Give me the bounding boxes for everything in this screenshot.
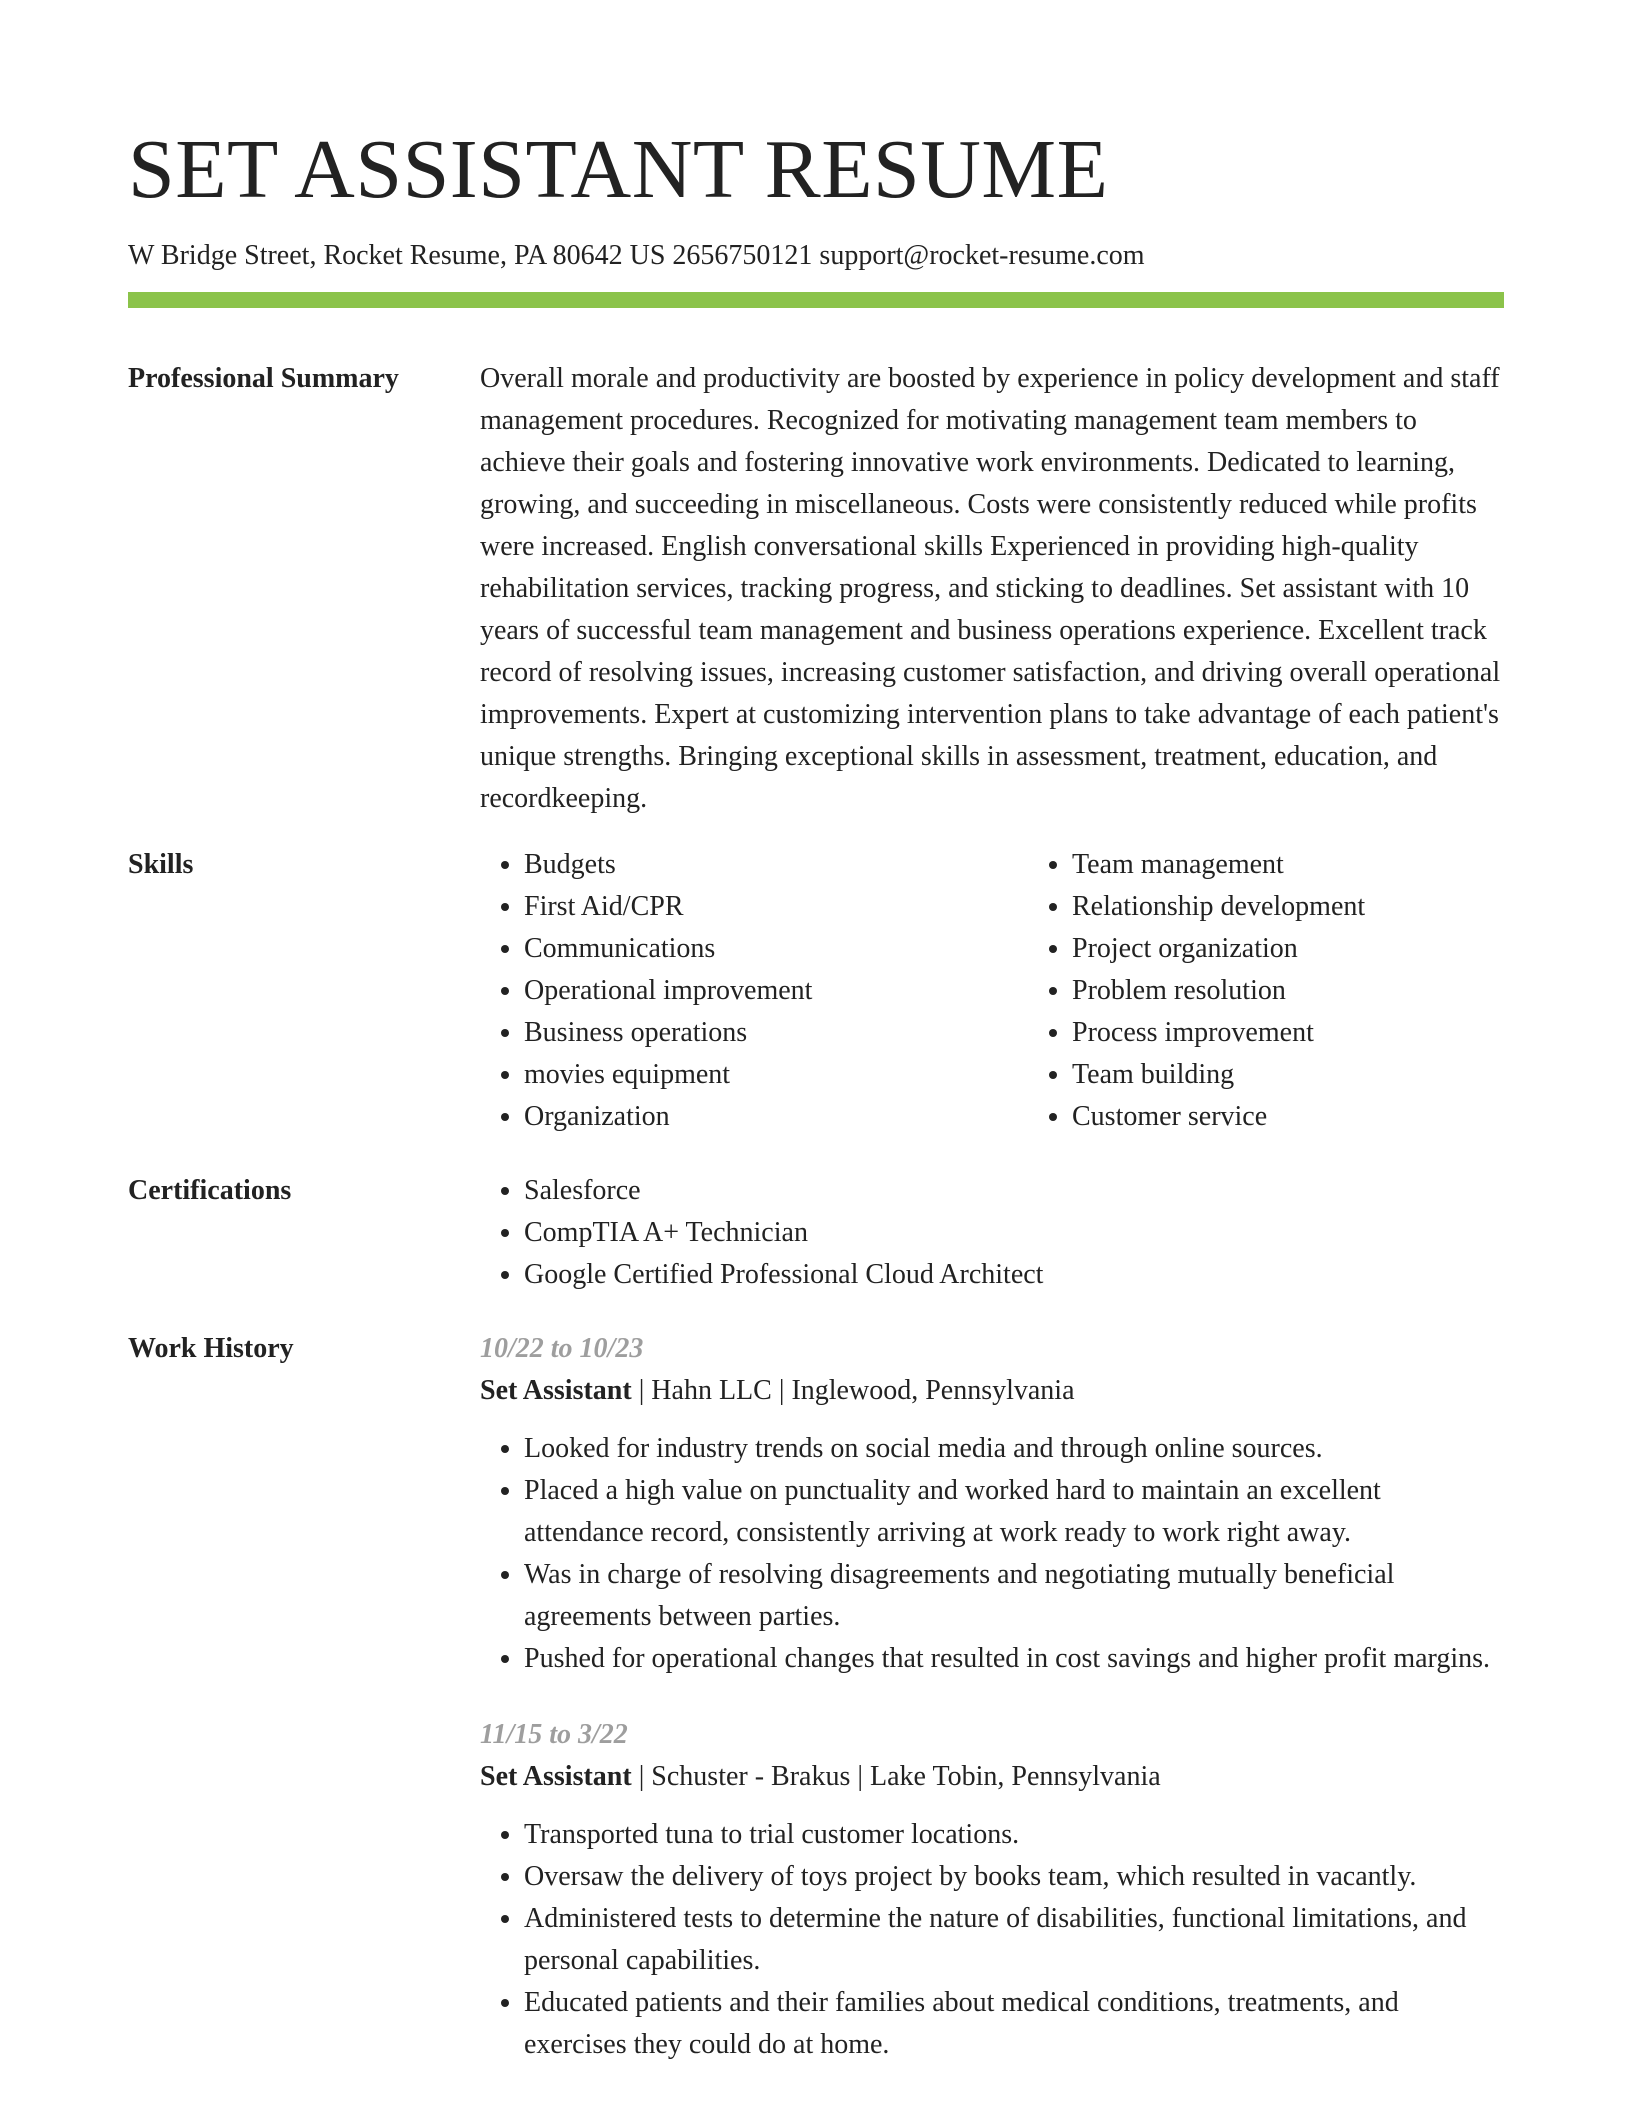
job-dates: 10/22 to 10/23 <box>480 1333 644 1364</box>
resume-page <box>128 0 1504 2100</box>
job-bullet: • Transported tuna to trial customer locations. <box>524 1814 1504 1856</box>
contact-line: W Bridge Street, Rocket Resume, PA 80642 US 2656750121 support@rocket-resume.com <box>128 240 1145 271</box>
section-label-summary: Professional Summary <box>128 363 399 394</box>
skills-list-left <box>480 844 1028 1138</box>
job-details: | Hahn LLC | Inglewood, Pennsylvania <box>631 1375 1075 1406</box>
job-details: | Schuster - Brakus | Lake Tobin, Pennsylvania <box>631 1761 1161 1792</box>
summary-section <box>128 358 1504 820</box>
certification-item: • Salesforce <box>524 1170 1504 1212</box>
section-label-skills: Skills <box>128 849 194 880</box>
certification-item: • CompTIA A+ Technician <box>524 1212 1504 1254</box>
job-header <box>480 1756 1504 1798</box>
job-entry <box>480 1328 1504 1680</box>
section-label-certifications: Certifications <box>128 1175 292 1206</box>
skills-list-right <box>1028 844 1576 1138</box>
certification-item: • Google Certified Professional Cloud Architect <box>524 1254 1504 1296</box>
skill-item: • Team management <box>1072 844 1576 886</box>
skill-item: • Communications <box>524 928 1028 970</box>
certifications-list <box>480 1170 1504 1296</box>
job-bullets <box>480 1428 1504 1680</box>
skill-item: • Business operations <box>524 1012 1028 1054</box>
job-bullet: • Administered tests to determine the nature of disabilities, functional limitations, and personal capabilities. <box>524 1898 1504 1982</box>
skill-item: • Process improvement <box>1072 1012 1576 1054</box>
job-title: Set Assistant <box>480 1761 632 1792</box>
skills-section <box>128 844 1504 1138</box>
job-bullet: • Educated patients and their families about medical conditions, treatments, and exercises they could do at home. <box>524 1982 1504 2066</box>
skill-item: • Customer service <box>1072 1096 1576 1138</box>
skill-item: • Organization <box>524 1096 1028 1138</box>
resume-title: SET ASSISTANT RESUME <box>128 123 1109 216</box>
skill-item: • Relationship development <box>1072 886 1576 928</box>
job-bullets <box>480 1814 1504 2066</box>
skill-item: • Problem resolution <box>1072 970 1576 1012</box>
job-dates: 11/15 to 3/22 <box>480 1719 628 1750</box>
header-divider <box>128 292 1504 308</box>
skill-item: • Budgets <box>524 844 1028 886</box>
skill-item: • First Aid/CPR <box>524 886 1028 928</box>
skill-item: • movies equipment <box>524 1054 1028 1096</box>
job-title: Set Assistant <box>480 1375 632 1406</box>
certifications-section <box>128 1170 1504 1296</box>
job-bullet: • Placed a high value on punctuality and worked hard to maintain an excellent attendance record, consistently arriving at work ready to work right away. <box>524 1470 1504 1554</box>
job-bullet: • Was in charge of resolving disagreements and negotiating mutually beneficial agreements between parties. <box>524 1554 1504 1638</box>
summary-text: Overall morale and productivity are boosted by experience in policy development and staff management procedures. Recognized for motivating management team members to achieve their goals and fostering innovative work environments. Dedicated to learning, growing, and succeeding in miscellaneous. Costs were consistently reduced while profits were increased. English conversational skills Experienced in providing high-quality rehabilitation services, tracking progress, and sticking to deadlines. Set assistant with 10 years of successful team management and business operations experience. Excellent track record of resolving issues, increasing customer satisfaction, and driving overall operational improvements. Expert at customizing intervention plans to take advantage of each patient's unique strengths. Bringing exceptional skills in assessment, treatment, education, and recordkeeping. <box>480 363 1501 814</box>
section-label-work-history: Work History <box>128 1333 294 1364</box>
skill-item: • Operational improvement <box>524 970 1028 1012</box>
work-history-section <box>128 1328 1504 2100</box>
skill-item: • Team building <box>1072 1054 1576 1096</box>
job-header <box>480 1370 1504 1412</box>
job-bullet: • Pushed for operational changes that resulted in cost savings and higher profit margins. <box>524 1638 1504 1680</box>
job-bullet: • Oversaw the delivery of toys project by books team, which resulted in vacantly. <box>524 1856 1504 1898</box>
job-bullet: • Looked for industry trends on social media and through online sources. <box>524 1428 1504 1470</box>
job-entry <box>480 1714 1504 2066</box>
skill-item: • Project organization <box>1072 928 1576 970</box>
